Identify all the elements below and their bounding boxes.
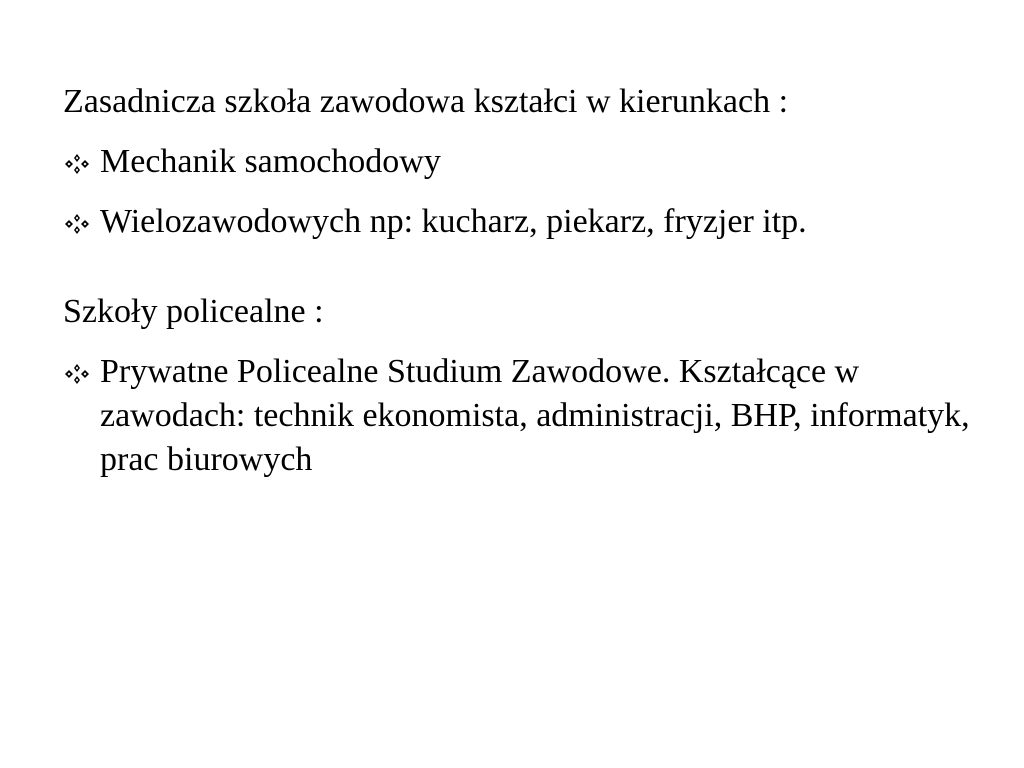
slide-content [63, 80, 983, 498]
diamond-quad-bullet-icon [63, 363, 91, 385]
section-vocational-school [63, 80, 983, 244]
list-item [63, 350, 983, 482]
section-gap [63, 260, 983, 290]
list-item-text: Mechanik samochodowy [100, 143, 441, 180]
bullet-list [63, 350, 983, 482]
bullet-list [63, 140, 983, 244]
list-item [63, 200, 983, 244]
section-post-secondary-schools [63, 290, 983, 482]
diamond-quad-bullet-icon [63, 213, 91, 235]
list-item-text: Prywatne Policealne Studium Zawodowe. Kształcące w zawodach: technik ekonomista, administracji, BHP, informatyk, prac biurowych [100, 353, 970, 478]
section-heading: Zasadnicza szkoła zawodowa kształci w kierunkach : [63, 83, 789, 120]
section-heading: Szkoły policealne : [63, 293, 324, 330]
list-item-text: Wielozawodowych np: kucharz, piekarz, fryzjer itp. [100, 203, 807, 240]
list-item [63, 140, 983, 184]
diamond-quad-bullet-icon [63, 153, 91, 175]
